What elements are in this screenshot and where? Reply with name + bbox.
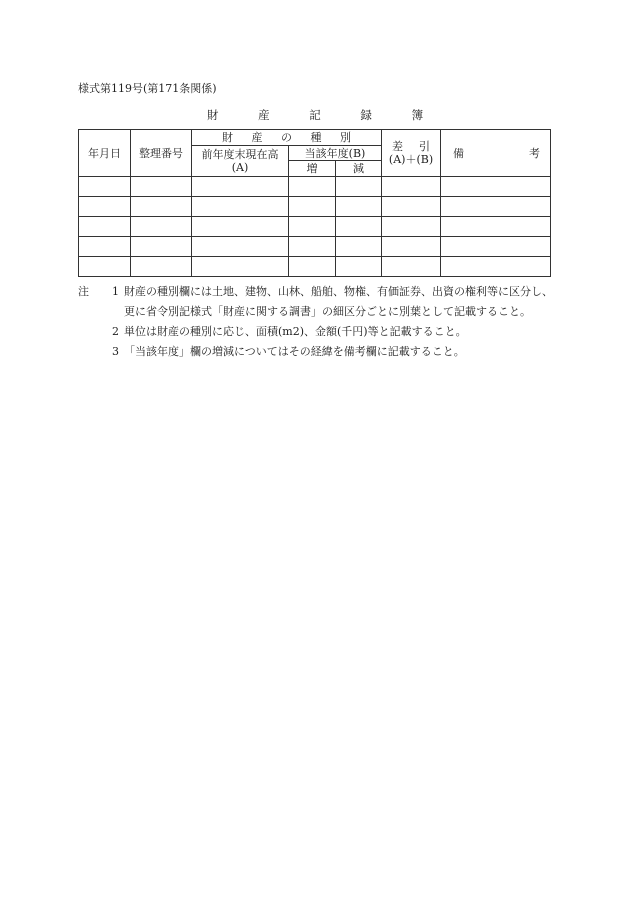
header-current-year: 当該年度(B) — [289, 146, 382, 161]
title-char: 産 — [258, 108, 270, 122]
table-row — [79, 217, 551, 237]
note-number: 2 — [112, 325, 119, 338]
form-title — [0, 107, 630, 123]
note-item — [78, 282, 553, 322]
table-row — [79, 257, 551, 277]
header-increase: 増 — [289, 161, 336, 177]
notes-section — [78, 282, 553, 362]
header-difference: 差 引 (A)＋(B) — [382, 130, 441, 177]
title-char: 財 — [206, 108, 219, 122]
note-text: 単位は財産の種別に応じ、面積(m2)、金額(千円)等と記載すること。 — [124, 325, 467, 338]
note-item — [78, 322, 553, 342]
note-text: 財産の種別欄には土地、建物、山林、船舶、物権、有価証券、出資の権利等に区分し、更に省令別記様式「財産に関する調書」の細区分ごとに別葉として記載すること。 — [124, 285, 553, 318]
note-number: 3 — [112, 345, 119, 358]
note-number: 1 — [112, 285, 119, 298]
header-difference-formula: (A)＋(B) — [388, 153, 434, 166]
table-row — [79, 237, 551, 257]
property-ledger-table — [78, 129, 551, 277]
title-char: 簿 — [411, 108, 424, 122]
table-row — [79, 197, 551, 217]
header-date: 年月日 — [79, 130, 131, 177]
title-char: 録 — [360, 108, 372, 122]
note-item — [78, 342, 553, 362]
header-decrease: 減 — [336, 161, 382, 177]
header-remarks: 備 考 — [441, 130, 551, 177]
header-property-type: 財 産 の 種 別 — [192, 130, 382, 146]
table-row — [79, 177, 551, 197]
header-prev-year: 前年度末現在高 (A) — [192, 146, 289, 177]
notes-lead: 注 — [78, 285, 89, 298]
header-reg-no: 整理番号 — [131, 130, 192, 177]
form-number: 様式第119号(第171条関係) — [78, 82, 217, 95]
title-char: 記 — [309, 108, 321, 122]
note-text: 「当該年度」欄の増減についてはその経緯を備考欄に記載すること。 — [124, 345, 465, 358]
